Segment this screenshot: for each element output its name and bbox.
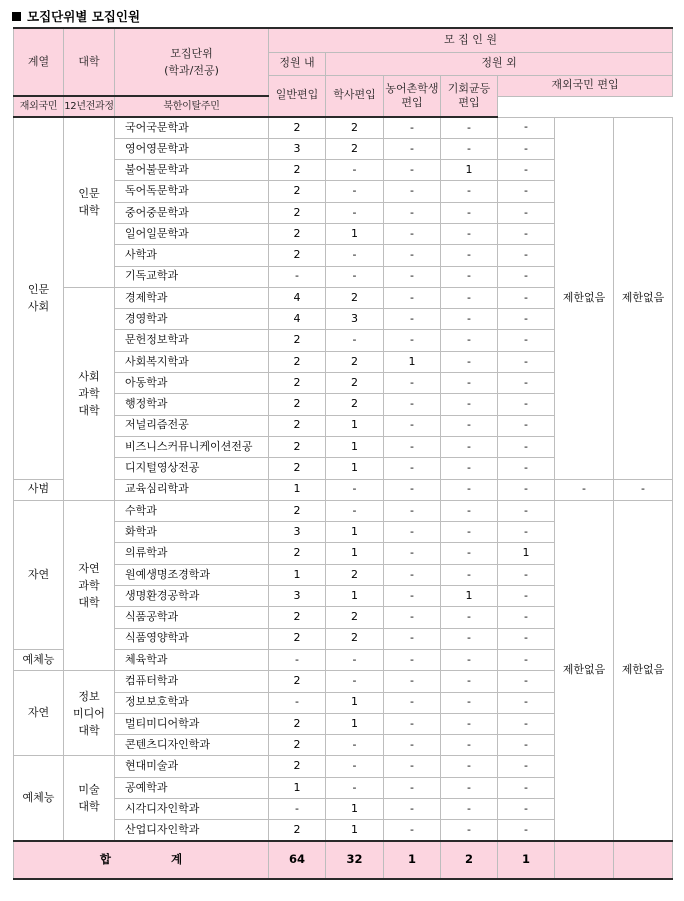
val-equal: - — [441, 649, 498, 670]
val-general: - — [269, 266, 326, 287]
val-general: 2 — [269, 373, 326, 394]
val-general: 3 — [269, 586, 326, 607]
header-north-korea: 북한이탈주민 — [115, 96, 269, 117]
dept-name: 디지털영상전공 — [115, 458, 269, 479]
dept-name: 경영학과 — [115, 309, 269, 330]
val-equal: - — [441, 543, 498, 564]
val-general: 2 — [269, 160, 326, 181]
val-bachelor: 2 — [326, 351, 384, 372]
val-overseas: - — [498, 138, 555, 159]
val-general: 4 — [269, 287, 326, 308]
total-value: 64 — [269, 841, 326, 879]
val-general: 2 — [269, 543, 326, 564]
val-overseas: - — [498, 245, 555, 266]
square-bullet-icon — [12, 12, 21, 21]
dept-name: 식품공학과 — [115, 607, 269, 628]
val-rural: - — [384, 245, 441, 266]
val-rural: - — [384, 500, 441, 521]
val-overseas: - — [498, 756, 555, 777]
dept-name: 사회복지학과 — [115, 351, 269, 372]
val-bachelor: 1 — [326, 586, 384, 607]
val-rural: - — [384, 309, 441, 330]
val-overseas: - — [498, 607, 555, 628]
header-equal: 기회균등 편입 — [441, 75, 498, 117]
val-bachelor: 2 — [326, 117, 384, 138]
val-bachelor: 1 — [326, 436, 384, 457]
unrestricted-north-korea: 제한없음 — [614, 117, 673, 479]
val-equal: - — [441, 735, 498, 756]
table-row — [14, 117, 673, 138]
val-general: 1 — [269, 564, 326, 585]
total-value: 1 — [384, 841, 441, 879]
val-overseas: - — [498, 351, 555, 372]
val-rural: - — [384, 820, 441, 841]
val-equal: - — [441, 138, 498, 159]
dept-name: 멀티미디어학과 — [115, 713, 269, 734]
val-equal: - — [441, 564, 498, 585]
dept-name: 의류학과 — [115, 543, 269, 564]
header-field: 계열 — [14, 28, 64, 96]
val-bachelor: - — [326, 479, 384, 500]
val-bachelor: 1 — [326, 415, 384, 436]
val-bachelor: 1 — [326, 713, 384, 734]
dept-name: 현대미술과 — [115, 756, 269, 777]
val-general: 1 — [269, 479, 326, 500]
val-overseas: - — [498, 373, 555, 394]
val-bachelor: 2 — [326, 394, 384, 415]
val-overseas: - — [498, 160, 555, 181]
val-bachelor: 1 — [326, 223, 384, 244]
val-overseas: - — [498, 777, 555, 798]
section-title-text: 모집단위별 모집인원 — [27, 9, 141, 24]
dept-name: 산업디자인학과 — [115, 820, 269, 841]
val-overseas: - — [498, 117, 555, 138]
dept-name: 일어일문학과 — [115, 223, 269, 244]
val-equal: - — [441, 287, 498, 308]
unrestricted-twelve-years: 제한없음 — [555, 500, 614, 841]
val-general: 2 — [269, 223, 326, 244]
total-value: 1 — [498, 841, 555, 879]
val-bachelor: - — [326, 245, 384, 266]
dept-name: 콘텐츠디자인학과 — [115, 735, 269, 756]
val-equal: - — [441, 479, 498, 500]
val-rural: - — [384, 692, 441, 713]
val-equal: - — [441, 181, 498, 202]
val-bachelor: - — [326, 756, 384, 777]
dept-name: 경제학과 — [115, 287, 269, 308]
val-overseas: - — [498, 436, 555, 457]
val-equal: - — [441, 820, 498, 841]
val-general: 2 — [269, 756, 326, 777]
header-overseas-group: 재외국민 편입 — [498, 75, 673, 96]
college-social — [64, 287, 115, 500]
header-unit-label: 모집단위 — [170, 46, 213, 60]
val-bachelor: 2 — [326, 373, 384, 394]
val-equal: - — [441, 266, 498, 287]
dept-name: 영어영문학과 — [115, 138, 269, 159]
dept-name: 문헌정보학과 — [115, 330, 269, 351]
total-row — [14, 841, 673, 879]
val-overseas: - — [498, 799, 555, 820]
val-rural: - — [384, 181, 441, 202]
header-bachelor: 학사편입 — [326, 75, 384, 117]
val-equal: - — [441, 458, 498, 479]
val-general: 2 — [269, 436, 326, 457]
college-humanities — [64, 117, 115, 287]
total-value — [555, 841, 614, 879]
val-overseas: - — [498, 713, 555, 734]
val-overseas: - — [498, 564, 555, 585]
val-overseas: - — [498, 586, 555, 607]
dept-name: 컴퓨터학과 — [115, 671, 269, 692]
dept-name: 사학과 — [115, 245, 269, 266]
val-overseas: - — [498, 202, 555, 223]
dept-name: 화학과 — [115, 522, 269, 543]
val-equal: - — [441, 756, 498, 777]
val-bachelor: - — [326, 160, 384, 181]
header-general: 일반편입 — [269, 75, 326, 117]
header-college: 대학 — [64, 28, 115, 96]
val-general: 2 — [269, 394, 326, 415]
val-general: 2 — [269, 245, 326, 266]
dept-name: 교육심리학과 — [115, 479, 269, 500]
val-general: - — [269, 649, 326, 670]
total-value: 2 — [441, 841, 498, 879]
val-bachelor: 2 — [326, 287, 384, 308]
total-value: 32 — [326, 841, 384, 879]
val-general: 4 — [269, 309, 326, 330]
val-general: 2 — [269, 628, 326, 649]
val-rural: - — [384, 522, 441, 543]
header-recruit: 모 집 인 원 — [269, 28, 673, 52]
val-overseas: - — [498, 820, 555, 841]
val-general: - — [269, 799, 326, 820]
val-equal: - — [441, 799, 498, 820]
val-rural: - — [384, 394, 441, 415]
val-equal: - — [441, 713, 498, 734]
val-general: 2 — [269, 500, 326, 521]
total-label: 합 계 — [14, 841, 269, 879]
dept-name: 원예생명조경학과 — [115, 564, 269, 585]
val-rural: - — [384, 138, 441, 159]
val-overseas: - — [498, 330, 555, 351]
val-bachelor: - — [326, 500, 384, 521]
val-bachelor: 1 — [326, 692, 384, 713]
val-equal: - — [441, 117, 498, 138]
college-humanities-line: 인문 — [78, 187, 100, 201]
header-twelve-years: 12년전과정 — [64, 96, 115, 117]
val-rural: - — [384, 266, 441, 287]
val-general: 2 — [269, 351, 326, 372]
val-general: 2 — [269, 415, 326, 436]
val-bachelor: - — [326, 735, 384, 756]
total-value — [614, 841, 673, 879]
val-bachelor: - — [326, 671, 384, 692]
field-education: 사범 — [14, 479, 64, 500]
dept-name: 수학과 — [115, 500, 269, 521]
val-rural: - — [384, 202, 441, 223]
val-bachelor: 1 — [326, 820, 384, 841]
val-rural: - — [384, 223, 441, 244]
val-general: 2 — [269, 117, 326, 138]
val-bachelor: - — [326, 181, 384, 202]
val-equal: - — [441, 351, 498, 372]
val-bachelor: - — [326, 266, 384, 287]
val-overseas: - — [498, 266, 555, 287]
val-equal: - — [441, 671, 498, 692]
val-overseas: - — [498, 671, 555, 692]
header-unit — [115, 28, 269, 96]
val-overseas: - — [498, 500, 555, 521]
val-rural: - — [384, 756, 441, 777]
val-rural: - — [384, 543, 441, 564]
val-equal: - — [441, 245, 498, 266]
unrestricted-north-korea: 제한없음 — [614, 500, 673, 841]
val-overseas: - — [498, 181, 555, 202]
val-bachelor: 1 — [326, 522, 384, 543]
field-nature2: 자연 — [14, 671, 64, 756]
college-science — [64, 500, 115, 670]
dept-name: 생명환경공학과 — [115, 586, 269, 607]
val-equal: - — [441, 415, 498, 436]
val-rural: - — [384, 564, 441, 585]
val-bachelor: - — [326, 330, 384, 351]
dept-name: 체육학과 — [115, 649, 269, 670]
college-science-line: 자연 — [78, 561, 100, 575]
val-overseas: - — [498, 479, 555, 500]
val-rural: - — [384, 415, 441, 436]
college-art-line: 미술 — [78, 783, 100, 797]
val-general: 2 — [269, 607, 326, 628]
val-bachelor: 1 — [326, 543, 384, 564]
val-north-korea: - — [614, 479, 673, 500]
val-rural: - — [384, 373, 441, 394]
dept-name: 독어독문학과 — [115, 181, 269, 202]
header-in-quota: 정원 내 — [269, 52, 326, 75]
val-equal: - — [441, 692, 498, 713]
val-overseas: - — [498, 309, 555, 330]
val-rural: 1 — [384, 351, 441, 372]
val-general: 3 — [269, 522, 326, 543]
dept-name: 행정학과 — [115, 394, 269, 415]
college-art-line: 대학 — [78, 800, 100, 814]
college-social-line: 대학 — [78, 404, 100, 418]
val-equal: - — [441, 500, 498, 521]
val-general: 2 — [269, 671, 326, 692]
dept-name: 시각디자인학과 — [115, 799, 269, 820]
val-bachelor: - — [326, 649, 384, 670]
table-row — [14, 500, 673, 521]
val-bachelor: 2 — [326, 607, 384, 628]
val-equal: - — [441, 309, 498, 330]
val-overseas: - — [498, 415, 555, 436]
val-bachelor: 2 — [326, 138, 384, 159]
val-general: 2 — [269, 458, 326, 479]
dept-name: 중어중문학과 — [115, 202, 269, 223]
val-equal: 1 — [441, 586, 498, 607]
val-general: 2 — [269, 330, 326, 351]
college-info-line: 미디어 — [73, 706, 105, 720]
field-humanities-line: 인문 — [27, 283, 50, 297]
val-rural: - — [384, 436, 441, 457]
college-social-line: 사회 — [78, 370, 100, 384]
val-rural: - — [384, 735, 441, 756]
section-title — [12, 7, 140, 25]
header-out-quota: 정원 외 — [326, 52, 673, 75]
header-overseas: 재외국민 — [14, 96, 64, 117]
val-rural: - — [384, 586, 441, 607]
college-info-line: 대학 — [78, 723, 100, 737]
val-rural: - — [384, 777, 441, 798]
val-equal: - — [441, 628, 498, 649]
val-equal: - — [441, 202, 498, 223]
val-equal: 1 — [441, 160, 498, 181]
val-overseas: - — [498, 628, 555, 649]
val-rural: - — [384, 799, 441, 820]
unrestricted-twelve-years: 제한없음 — [555, 117, 614, 479]
header-unit-sub: (학과/전공) — [164, 64, 219, 77]
val-equal: - — [441, 223, 498, 244]
val-general: 3 — [269, 138, 326, 159]
dept-name: 식품영양학과 — [115, 628, 269, 649]
val-twelve-years: - — [555, 479, 614, 500]
val-equal: - — [441, 436, 498, 457]
val-equal: - — [441, 330, 498, 351]
college-info-line: 정보 — [78, 689, 100, 703]
val-rural: - — [384, 649, 441, 670]
dept-name: 불어불문학과 — [115, 160, 269, 181]
val-overseas: 1 — [498, 543, 555, 564]
val-overseas: - — [498, 649, 555, 670]
val-general: 2 — [269, 202, 326, 223]
val-rural: - — [384, 607, 441, 628]
val-rural: - — [384, 330, 441, 351]
dept-name: 기독교학과 — [115, 266, 269, 287]
val-bachelor: 1 — [326, 799, 384, 820]
val-bachelor: 2 — [326, 564, 384, 585]
val-rural: - — [384, 458, 441, 479]
college-science-line: 대학 — [78, 596, 100, 610]
val-rural: - — [384, 160, 441, 181]
val-rural: - — [384, 117, 441, 138]
val-bachelor: - — [326, 202, 384, 223]
college-science-line: 과학 — [78, 579, 100, 592]
val-general: 2 — [269, 820, 326, 841]
dept-name: 국어국문학과 — [115, 117, 269, 138]
val-overseas: - — [498, 458, 555, 479]
college-social-line: 과학 — [78, 387, 100, 401]
dept-name: 비즈니스커뮤니케이션전공 — [115, 436, 269, 457]
val-bachelor: 2 — [326, 628, 384, 649]
val-rural: - — [384, 628, 441, 649]
val-bachelor: 1 — [326, 458, 384, 479]
val-overseas: - — [498, 223, 555, 244]
recruitment-table — [13, 27, 673, 880]
field-arts-sports2: 예체능 — [14, 756, 64, 841]
dept-name: 공예학과 — [115, 777, 269, 798]
val-general: 1 — [269, 777, 326, 798]
college-humanities-line: 대학 — [78, 204, 100, 218]
val-equal: - — [441, 522, 498, 543]
val-overseas: - — [498, 692, 555, 713]
val-rural: - — [384, 287, 441, 308]
field-humanities-line: 사회 — [27, 300, 50, 314]
field-nature: 자연 — [14, 500, 64, 649]
val-equal: - — [441, 373, 498, 394]
college-art — [64, 756, 115, 841]
dept-name: 저널리즘전공 — [115, 415, 269, 436]
dept-name: 정보보호학과 — [115, 692, 269, 713]
header-rural: 농어촌학생 편입 — [384, 75, 441, 117]
val-equal: - — [441, 777, 498, 798]
val-general: 2 — [269, 713, 326, 734]
field-humanities — [14, 117, 64, 479]
val-bachelor: 3 — [326, 309, 384, 330]
val-bachelor: - — [326, 777, 384, 798]
header-row-1 — [14, 28, 673, 52]
val-general: 2 — [269, 735, 326, 756]
dept-name: 아동학과 — [115, 373, 269, 394]
val-rural: - — [384, 479, 441, 500]
val-general: 2 — [269, 181, 326, 202]
val-general: - — [269, 692, 326, 713]
val-overseas: - — [498, 522, 555, 543]
val-rural: - — [384, 713, 441, 734]
val-overseas: - — [498, 735, 555, 756]
val-equal: - — [441, 394, 498, 415]
val-equal: - — [441, 607, 498, 628]
val-rural: - — [384, 671, 441, 692]
college-info — [64, 671, 115, 756]
val-overseas: - — [498, 287, 555, 308]
field-arts-sports: 예체능 — [14, 649, 64, 670]
val-overseas: - — [498, 394, 555, 415]
